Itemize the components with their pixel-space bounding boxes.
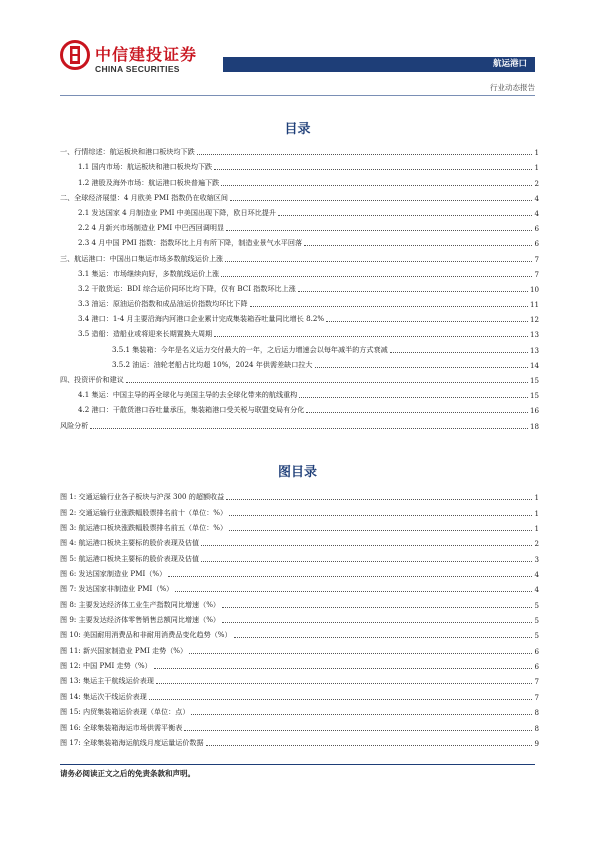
entry-title: 4.1 集运：中国主导的再全球化与美国主导的去全球化带来的航线重构 — [78, 390, 298, 400]
entry-title: 图 2: 交通运输行业涨跌幅股票排名前十（单位：%） — [60, 507, 228, 517]
toc-entry[interactable] — [60, 415, 539, 430]
leader-dots — [222, 621, 532, 623]
entry-page-number: 4 — [534, 570, 539, 580]
entry-page-number: 7 — [534, 269, 539, 279]
entry-page-number: 1 — [534, 493, 539, 503]
entry-page-number: 13 — [529, 330, 539, 340]
entry-page-number: 6 — [534, 646, 539, 656]
leader-dots — [201, 560, 532, 562]
figure-entry[interactable] — [60, 671, 539, 686]
figure-entry[interactable] — [60, 594, 539, 609]
entry-title: 图 7: 发达国家非制造业 PMI（%） — [60, 584, 174, 594]
entry-page-number: 1 — [534, 524, 539, 534]
figure-entry[interactable] — [60, 733, 539, 748]
entry-title: 图 6: 发达国家制造业 PMI（%） — [60, 569, 167, 579]
entry-page-number: 6 — [534, 239, 539, 249]
toc-entry[interactable] — [60, 233, 539, 248]
entry-title: 2.2 4 月新兴市场制造业 PMI 中巴西回调明显 — [78, 223, 225, 233]
entry-page-number: 18 — [529, 421, 539, 431]
entry-title: 3.2 干散货运：BDI 综合运价同环比均下降，仅有 BCI 指数环比上涨 — [78, 283, 296, 293]
entry-page-number: 9 — [534, 738, 539, 748]
leader-dots — [191, 713, 532, 715]
toc-title: 目录 — [284, 122, 311, 137]
entry-page-number: 12 — [529, 315, 539, 325]
entry-title: 图 1: 交通运输行业各子板块与沪深 300 的超额收益 — [60, 492, 225, 502]
toc-entry[interactable] — [60, 355, 539, 370]
leader-dots — [304, 244, 532, 246]
leader-dots — [189, 652, 532, 654]
toc-entry[interactable] — [60, 400, 539, 415]
entry-page-number: 6 — [534, 662, 539, 672]
leader-dots — [229, 514, 532, 516]
entry-page-number: 4 — [534, 585, 539, 595]
entry-page-number: 3 — [534, 554, 539, 564]
entry-title: 四、投资评价和建议 — [60, 375, 124, 384]
entry-page-number: 10 — [529, 284, 539, 294]
entry-page-number: 1 — [534, 148, 539, 158]
entry-title: 图 13: 集运主干航线运价表现 — [60, 676, 154, 686]
entry-page-number: 1 — [534, 508, 539, 518]
figure-entry[interactable] — [60, 564, 539, 579]
page-header — [0, 0, 595, 90]
toc-entry[interactable] — [60, 339, 539, 354]
entry-title: 2.3 4 月中国 PMI 指数：指数环比上月有所下降，制造业景气水平回落 — [78, 238, 303, 248]
leader-dots — [299, 396, 528, 398]
figure-entry[interactable] — [60, 487, 539, 502]
figure-entry[interactable] — [60, 548, 539, 563]
entry-title: 3.5.2 油运：油轮老船占比均超 10%，2024 年供需差缺口拉大 — [112, 359, 313, 369]
leader-dots — [149, 698, 533, 700]
entry-page-number: 5 — [534, 616, 539, 626]
entry-page-number: 13 — [529, 345, 539, 355]
toc-entry[interactable] — [60, 157, 539, 172]
report-type-label: 行业动态报告 — [490, 83, 535, 92]
leader-dots — [168, 575, 532, 577]
leader-dots — [184, 729, 532, 731]
figure-entry[interactable] — [60, 640, 539, 655]
figure-entry[interactable] — [60, 717, 539, 732]
leader-dots — [315, 366, 528, 368]
leader-dots — [154, 667, 533, 669]
leader-dots — [250, 305, 528, 307]
entry-page-number: 4 — [534, 193, 539, 203]
toc-entry[interactable] — [60, 264, 539, 279]
entry-title: 图 4: 航运港口板块主要标的股价表现及估值 — [60, 538, 200, 548]
leader-dots — [214, 335, 528, 337]
leader-dots — [90, 427, 528, 429]
entry-page-number: 5 — [534, 600, 539, 610]
header-divider — [60, 95, 535, 96]
entry-page-number: 7 — [534, 692, 539, 702]
brand-name-cn: 中信建投证券 — [95, 45, 198, 64]
entry-title: 图 8: 主要发达经济体工业生产指数同比增速（%） — [60, 599, 221, 609]
toc-entry[interactable] — [60, 203, 539, 218]
entry-page-number: 7 — [534, 677, 539, 687]
entry-title: 图 11: 新兴国家制造业 PMI 走势（%） — [60, 645, 188, 655]
figure-list-title: 图目录 — [277, 465, 317, 480]
leader-dots — [230, 199, 532, 201]
entry-page-number: 15 — [529, 391, 539, 401]
entry-page-number: 5 — [534, 631, 539, 641]
figure-list — [60, 487, 539, 748]
toc-entry[interactable] — [60, 218, 539, 233]
figure-entry[interactable] — [60, 518, 539, 533]
sector-banner: 航运港口 — [223, 57, 535, 72]
toc-entry[interactable] — [60, 142, 539, 157]
entry-title: 图 9: 主要发达经济体零售销售总额同比增速（%） — [60, 615, 221, 625]
toc-entry[interactable] — [60, 248, 539, 263]
entry-title: 4.2 港口：干散货港口吞吐量承压，集装箱港口受关税与联盟变局有分化 — [78, 405, 305, 415]
figure-entry[interactable] — [60, 686, 539, 701]
entry-page-number: 8 — [534, 708, 539, 718]
leader-dots — [206, 744, 533, 746]
leader-dots — [201, 544, 532, 546]
leader-dots — [229, 529, 532, 531]
entry-page-number: 7 — [534, 254, 539, 264]
entry-page-number: 11 — [529, 300, 539, 310]
entry-title: 图 16: 全球集装箱海运市场供需平衡表 — [60, 722, 183, 732]
figure-entry[interactable] — [60, 656, 539, 671]
leader-dots — [278, 214, 533, 216]
leader-dots — [225, 260, 532, 262]
leader-dots — [234, 636, 533, 638]
leader-dots — [306, 411, 528, 413]
entry-title: 1.1 国内市场：航运板块和港口板块均下跌 — [78, 162, 213, 172]
leader-dots — [390, 351, 528, 353]
entry-title: 3.4 港口：1-4 月主要沿海内河港口企业累计完成集装箱吞吐量同比增长 8.2% — [78, 314, 325, 324]
entry-page-number: 1 — [534, 163, 539, 173]
toc-entry[interactable] — [60, 188, 539, 203]
figure-entry[interactable] — [60, 702, 539, 717]
footer-divider — [60, 764, 535, 765]
leader-dots — [156, 682, 533, 684]
toc-entry[interactable] — [60, 279, 539, 294]
figure-entry[interactable] — [60, 579, 539, 594]
entry-page-number: 16 — [529, 406, 539, 416]
leader-dots — [226, 498, 532, 500]
figure-entry[interactable] — [60, 502, 539, 517]
citic-logo-icon — [60, 40, 90, 70]
figure-entry[interactable] — [60, 625, 539, 640]
entry-title: 三、航运港口：中国出口集运市场多数航线运价上涨 — [60, 253, 224, 263]
leader-dots — [221, 184, 532, 186]
toc-entry[interactable] — [60, 370, 539, 385]
leader-dots — [298, 290, 528, 292]
entry-title: 风险分析 — [60, 420, 89, 430]
entry-title: 1.2 港股及海外市场：航运港口板块普遍下跌 — [78, 177, 220, 187]
entry-title: 图 5: 航运港口板块主要标的股价表现及估值 — [60, 553, 200, 563]
entry-title: 二、全球经济展望：4 月欧美 PMI 指数仍在收缩区间 — [60, 192, 228, 202]
leader-dots — [222, 606, 532, 608]
toc-entry[interactable] — [60, 172, 539, 187]
entry-title: 3.5.1 集装箱：今年是名义运力交付最大的一年，之后运力增速会以每年减半的方式衰减 — [112, 344, 388, 354]
entry-page-number: 2 — [534, 539, 539, 549]
entry-title: 图 15: 内贸集装箱运价表现（单位：点） — [60, 707, 190, 717]
brand-name-en: CHINA SECURITIES — [95, 64, 180, 74]
entry-title: 3.3 油运：原油运价指数和成品油运价指数均环比下降 — [78, 299, 248, 309]
entry-title: 图 17: 全球集装箱海运航线月度运量运价数据 — [60, 737, 204, 747]
toc-entry[interactable] — [60, 294, 539, 309]
leader-dots — [226, 229, 532, 231]
toc-entry[interactable] — [60, 324, 539, 339]
entry-title: 图 10: 美国耐用消费品和非耐用消费品变化趋势（%） — [60, 630, 232, 640]
entry-title: 3.5 造船：造船业或将迎来长期置换大周期 — [78, 329, 213, 339]
entry-title: 3.1 集运：市场继续向好，多数航线运价上涨 — [78, 268, 220, 278]
leader-dots — [197, 153, 533, 155]
figure-entry[interactable] — [60, 610, 539, 625]
leader-dots — [214, 168, 532, 170]
entry-page-number: 6 — [534, 224, 539, 234]
leader-dots — [326, 320, 528, 322]
entry-title: 图 14: 集运次干线运价表现 — [60, 691, 147, 701]
leader-dots — [126, 381, 528, 383]
entry-page-number: 4 — [534, 208, 539, 218]
toc-list — [60, 142, 539, 431]
footer-disclaimer: 请务必阅读正文之后的免责条款和声明。 — [60, 769, 195, 778]
entry-title: 2.1 发达国家 4 月制造业 PMI 中美国出现下降，欧日环比提升 — [78, 207, 276, 217]
toc-entry[interactable] — [60, 309, 539, 324]
figure-entry[interactable] — [60, 533, 539, 548]
entry-title: 图 3: 航运港口板块涨跌幅股票排名前五（单位：%） — [60, 523, 228, 533]
leader-dots — [175, 590, 532, 592]
toc-entry[interactable] — [60, 385, 539, 400]
entry-title: 一、行情综述：航运板块和港口板块均下跌 — [60, 147, 195, 157]
entry-page-number: 2 — [534, 178, 539, 188]
entry-page-number: 14 — [529, 360, 539, 370]
entry-page-number: 8 — [534, 723, 539, 733]
leader-dots — [221, 275, 532, 277]
entry-page-number: 15 — [529, 376, 539, 385]
entry-title: 图 12: 中国 PMI 走势（%） — [60, 661, 152, 671]
